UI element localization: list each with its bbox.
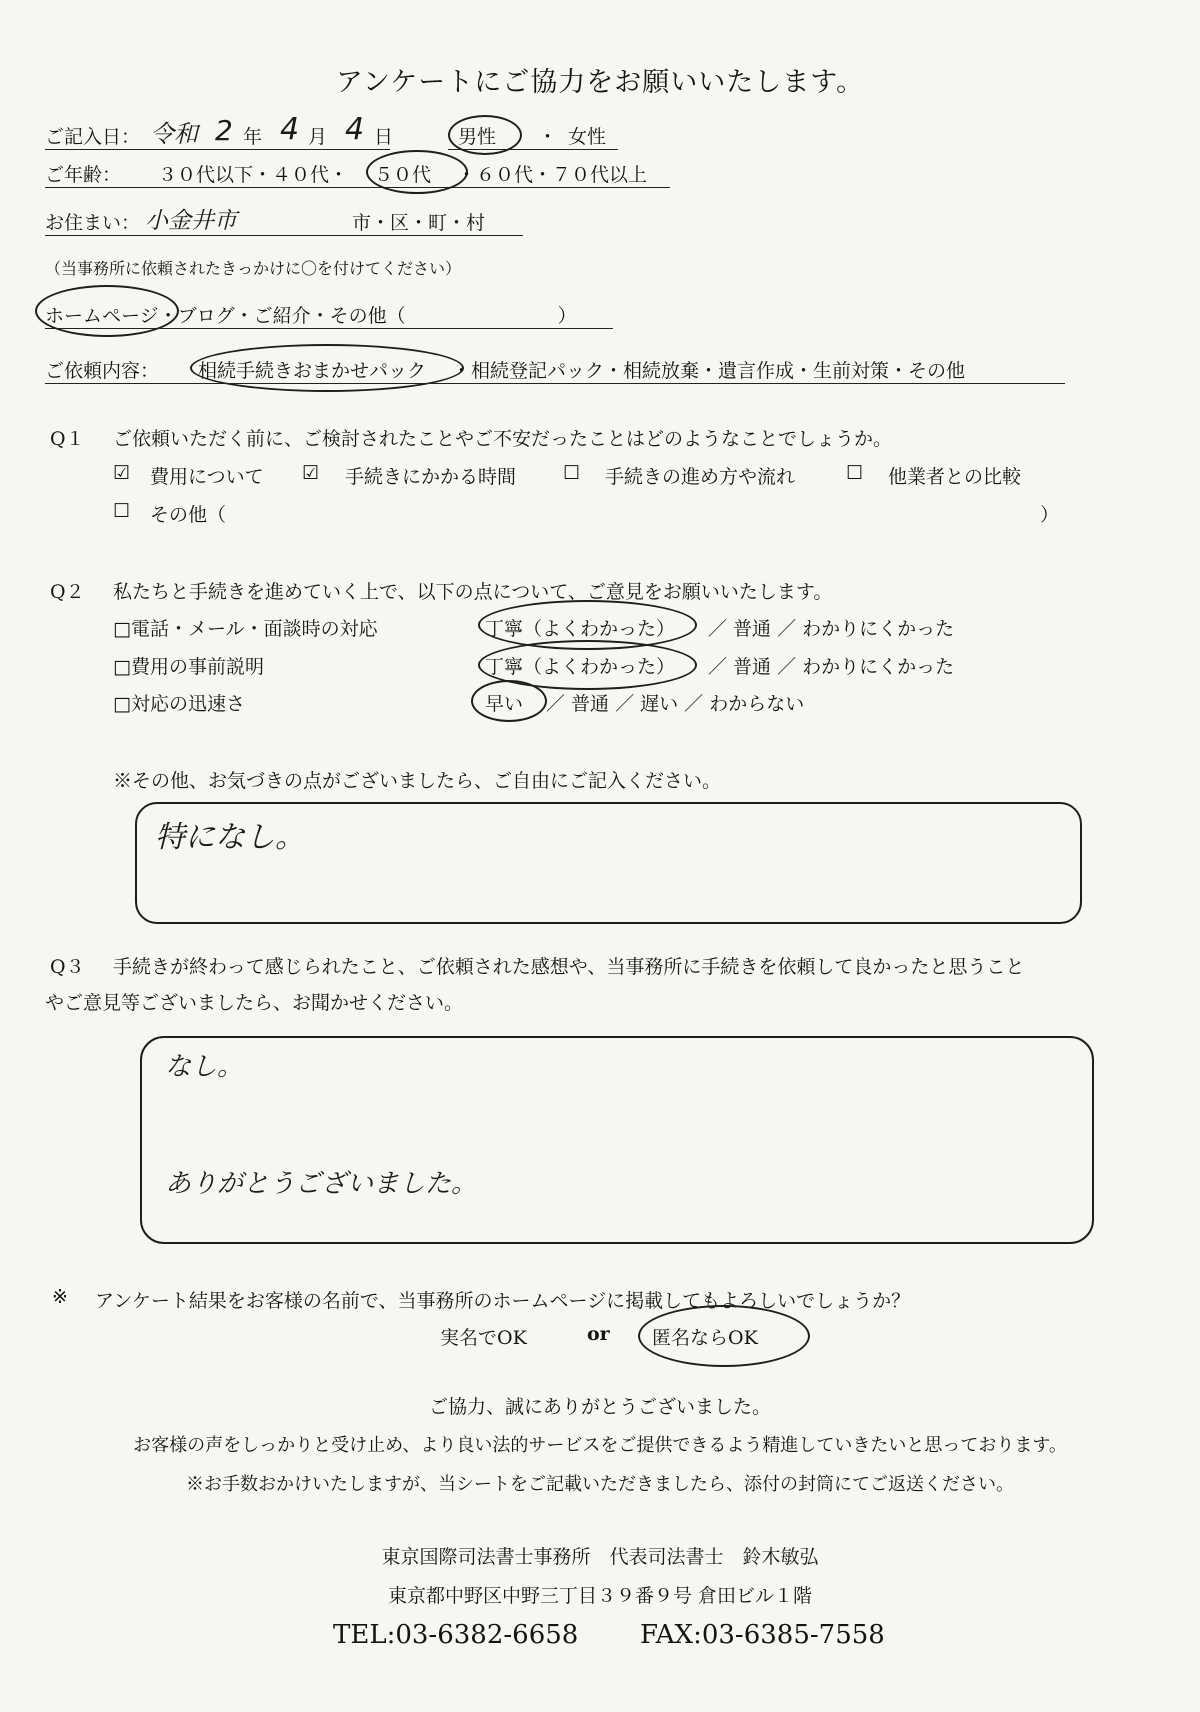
q1-opt3-label: 手続きの進め方や流れ <box>605 466 796 488</box>
age-selected: ５０代 <box>374 164 432 186</box>
closing-message: お客様の声をしっかりと受け止め、より良い法的サービスをご提供できるよう精進していきたいと思っております。 <box>133 1435 1067 1456</box>
q3-question-line1: 手続きが終わって感じられたこと、ご依頼された感想や、当事務所に手続きを依頼して良かったと思うこと <box>113 956 1025 978</box>
q3-number: Q３ <box>50 956 85 978</box>
footer-fax: FAX:03-6385-7558 <box>640 1620 885 1650</box>
address-label: お住まい： <box>45 212 141 234</box>
entry-era-handwritten: 令和 <box>150 120 198 148</box>
gender-sep: ・ <box>538 126 558 148</box>
age-underline <box>45 187 670 188</box>
trigger-note: （当事務所に依頼されたきっかけに〇を付けてください） <box>45 259 462 278</box>
q2-question: 私たちと手続きを進めていく上で、以下の点について、ご意見をお願いいたします。 <box>113 581 833 603</box>
publish-anonymous-circle <box>638 1305 810 1367</box>
closing-return-note: ※お手数おかけいたしますが、当シートをご記載いただきましたら、添付の封筒にてご返送ください。 <box>186 1474 1014 1495</box>
request-selected: 相続手続きおまかせパック <box>198 360 427 382</box>
request-underline <box>45 383 1065 384</box>
q2-row3-label: □対応の迅速さ <box>113 693 245 715</box>
closing-thanks: ご協力、誠にありがとうございました。 <box>428 1396 771 1418</box>
q2-answer-handwritten: 特になし。 <box>155 820 305 855</box>
q2-row3-option-fast: 早い <box>485 693 524 715</box>
publish-option-anonymous: 匿名ならOK <box>652 1327 758 1349</box>
q1-opt5-close: ） <box>1040 504 1060 526</box>
trigger-options: ホームページ・ブログ・ご紹介・その他（ ） <box>45 305 577 327</box>
age-label: ご年齢： <box>45 164 122 186</box>
footer-address: 東京都中野区中野三丁目３９番９号 倉田ビル１階 <box>387 1585 813 1607</box>
q2-row2-rest: ／ 普通 ／ わかりにくかった <box>708 656 955 678</box>
entry-date-label: ご記入日： <box>45 126 141 148</box>
gender-male: 男性 <box>458 126 497 148</box>
q2-row1-label: □電話・メール・面談時の対応 <box>113 618 378 640</box>
q1-opt5-label: その他（ <box>150 504 227 526</box>
q2-number: Q２ <box>50 581 85 603</box>
entry-year-label: 年 <box>243 126 263 148</box>
q3-answer-handwritten-line1: なし。 <box>165 1052 244 1082</box>
entry-year-handwritten: 2 <box>215 114 233 147</box>
address-suffix: 市・区・町・村 <box>352 212 486 234</box>
q2-row2-label: □費用の事前説明 <box>113 656 264 678</box>
age-options-a: ３０代以下・４０代・ <box>158 164 349 186</box>
q1-number: Q１ <box>50 428 85 450</box>
q1-opt1-label: 費用について <box>150 466 264 488</box>
q3-answer-box[interactable] <box>140 1036 1094 1244</box>
footer-tel: TEL:03-6382-6658 <box>333 1620 579 1650</box>
age-options-b: ・６０代・７０代以上 <box>457 164 648 186</box>
q2-row1-rest: ／ 普通 ／ わかりにくかった <box>708 618 955 640</box>
q1-opt2-checkbox[interactable]: ☑ <box>302 462 320 484</box>
publish-option-real-name: 実名でOK <box>440 1327 527 1349</box>
q3-answer-handwritten-line2: ありがとうございました。 <box>165 1169 478 1199</box>
gender-female: 女性 <box>568 126 607 148</box>
q1-question: ご依頼いただく前に、ご検討されたことやご不安だったことはどのようなことでしょうか。 <box>113 428 893 450</box>
request-selected-circle <box>190 344 464 392</box>
q1-opt4-checkbox[interactable]: ☐ <box>846 462 864 484</box>
entry-date-underline <box>45 149 390 150</box>
q1-opt3-checkbox[interactable]: ☐ <box>563 462 581 484</box>
trigger-underline <box>45 328 613 329</box>
q2-row3-circle <box>471 680 547 722</box>
address-handwritten: 小金井市 <box>145 208 237 234</box>
publish-or: or <box>587 1323 610 1345</box>
q1-opt2-label: 手続きにかかる時間 <box>345 466 517 488</box>
address-underline <box>45 235 523 236</box>
q2-note: ※その他、お気づきの点がございましたら、ご自由にご記入ください。 <box>113 770 722 792</box>
trigger-homepage-circle <box>35 285 179 337</box>
entry-month-label: 月 <box>308 126 328 148</box>
entry-day-label: 日 <box>374 126 394 148</box>
entry-month-handwritten: 4 <box>280 112 300 147</box>
q1-opt4-label: 他業者との比較 <box>888 466 1022 488</box>
request-rest: ・相続登記パック・相続放棄・遺言作成・生前対策・その他 <box>452 360 966 382</box>
q1-opt1-checkbox[interactable]: ☑ <box>113 462 131 484</box>
q2-row3-rest: ／ 普通 ／ 遅い ／ わからない <box>546 693 805 715</box>
footer-office: 東京国際司法書士事務所 代表司法書士 鈴木敏弘 <box>381 1546 819 1568</box>
request-label: ご依頼内容： <box>45 360 160 382</box>
publish-mark: ※ <box>52 1286 68 1308</box>
q1-opt5-checkbox[interactable]: ☐ <box>113 500 131 522</box>
q3-question-line2: やご意見等ございましたら、お聞かせください。 <box>45 992 464 1014</box>
publish-question: アンケート結果をお客様の名前で、当事務所のホームページに掲載してもよろしいでしょうか？ <box>95 1290 911 1312</box>
q2-row2-option-polite: 丁寧（よくわかった） <box>485 656 676 678</box>
q2-row1-option-polite: 丁寧（よくわかった） <box>485 618 676 640</box>
gender-underline <box>448 149 618 150</box>
page-title: アンケートにご協力をお願いいたします。 <box>335 67 865 98</box>
entry-day-handwritten: 4 <box>345 112 365 147</box>
